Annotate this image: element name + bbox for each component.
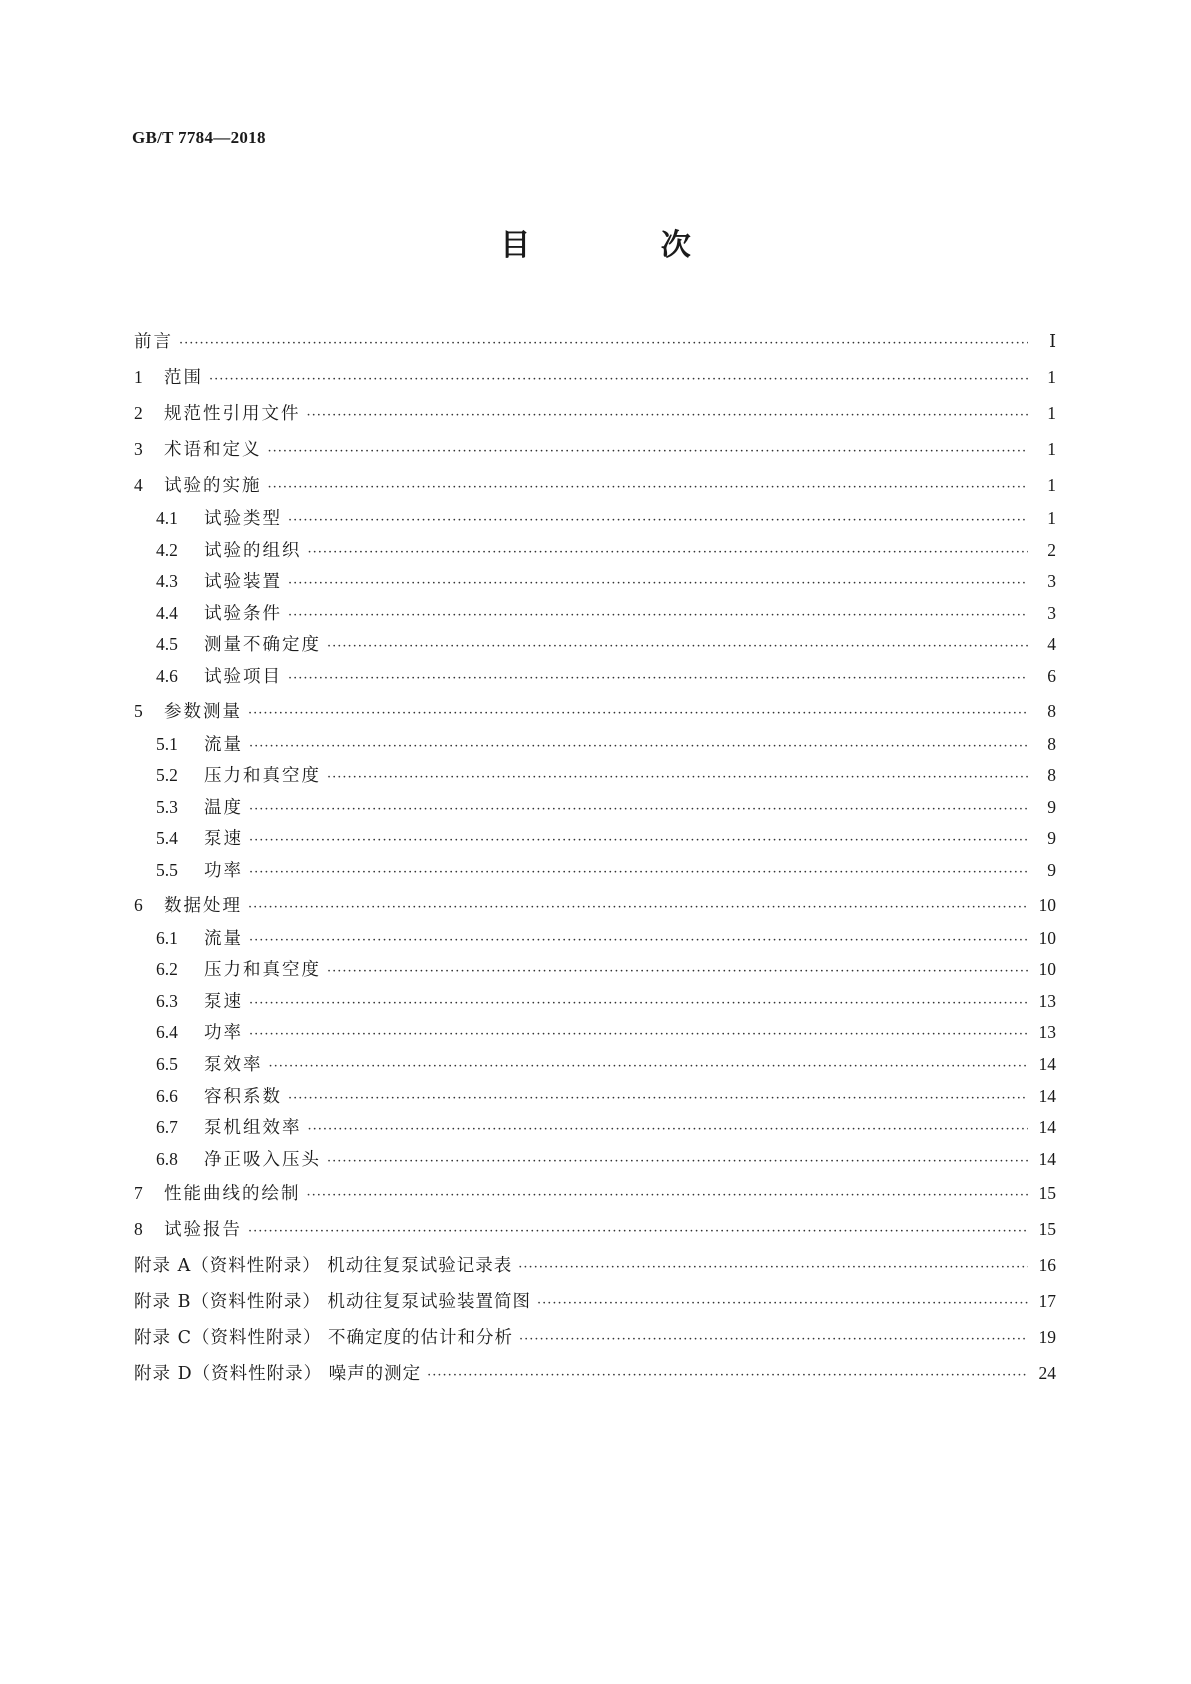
toc-entry-page: 1 <box>1047 475 1056 495</box>
toc-entry <box>134 503 1056 535</box>
toc-leader-dots <box>268 434 1029 470</box>
toc-entry <box>134 986 1056 1018</box>
toc-entry-page: 9 <box>1047 828 1056 849</box>
toc-entry <box>134 661 1056 693</box>
toc-leader-dots <box>327 631 1028 663</box>
toc-entry-page: 8 <box>1047 733 1056 754</box>
toc-entry-number: 6.8 <box>156 1148 178 1169</box>
toc-entry-number: 3 <box>134 439 143 459</box>
toc-entry-number: 8 <box>134 1219 143 1240</box>
toc-entry-page: 17 <box>1038 1291 1056 1312</box>
toc-leader-dots <box>327 762 1028 794</box>
toc-entry-title: 前言 <box>134 332 173 352</box>
toc-entry-page: 14 <box>1038 1085 1056 1106</box>
toc-entry <box>134 566 1056 598</box>
toc-leader-dots <box>249 925 1028 957</box>
toc-leader-dots <box>209 362 1028 398</box>
toc-leader-dots <box>249 1019 1028 1051</box>
toc-entry <box>134 1175 1056 1211</box>
toc-entry-title: 容积系数 <box>204 1086 282 1107</box>
toc-entry-page: 9 <box>1047 859 1056 880</box>
toc-entry-page: 4 <box>1047 634 1056 655</box>
toc-entry-number: 6.4 <box>156 1022 178 1043</box>
toc-leader-dots <box>288 1083 1028 1115</box>
toc-entry-title: 测量不确定度 <box>204 635 321 656</box>
toc-leader-dots <box>248 696 1028 732</box>
toc-leader-dots <box>179 326 1028 362</box>
toc-entry <box>134 1319 1056 1355</box>
toc-leader-dots <box>308 537 1029 569</box>
toc-entry-page: 1 <box>1047 508 1056 528</box>
toc-entry <box>134 887 1056 923</box>
toc-entry-title: 试验条件 <box>204 603 282 624</box>
toc-entry-number: 7 <box>134 1183 143 1204</box>
toc-leader-dots <box>268 470 1029 506</box>
toc-entry-title: 术语和定义 <box>164 440 262 460</box>
toc-leader-dots <box>249 731 1028 763</box>
toc-leader-dots <box>308 1114 1029 1146</box>
toc-entry-title: 流量 <box>204 928 243 949</box>
toc-entry-number: 2 <box>134 403 143 423</box>
toc-entry <box>134 1355 1056 1391</box>
toc-entry <box>134 760 1056 792</box>
toc-leader-dots <box>288 600 1028 632</box>
toc-entry-title: 流量 <box>204 734 243 755</box>
toc-entry-title: 试验报告 <box>164 1220 242 1241</box>
toc-entry <box>134 1247 1056 1283</box>
toc-entry-number: 6.1 <box>156 927 178 948</box>
toc-entry-title: 温度 <box>204 797 243 818</box>
toc-entry-title: 功率 <box>204 1023 243 1044</box>
toc-entry-title: 试验项目 <box>204 666 282 687</box>
toc-entry-page: 24 <box>1038 1363 1056 1384</box>
toc-entry <box>134 1211 1056 1247</box>
toc-entry-number: 6.3 <box>156 990 178 1011</box>
toc-entry-page: 1 <box>1047 439 1056 459</box>
toc-entry-title: 参数测量 <box>164 701 242 722</box>
toc-entry <box>134 1017 1056 1049</box>
toc-entry-title: 试验装置 <box>204 572 282 593</box>
toc-entry-title: 试验的实施 <box>164 476 262 496</box>
toc-leader-dots <box>327 1146 1028 1178</box>
toc-entry-number: 6.5 <box>156 1053 178 1074</box>
toc-entry <box>134 954 1056 986</box>
toc-entry <box>134 1081 1056 1113</box>
toc-entry-title: 附录 D（资料性附录） 噪声的测定 <box>134 1364 422 1385</box>
toc-entry <box>134 431 1056 467</box>
toc-leader-dots <box>307 1178 1029 1214</box>
toc-entry-number: 5.2 <box>156 765 178 786</box>
toc-leader-dots <box>327 956 1028 988</box>
toc-entry-page: 10 <box>1038 894 1056 915</box>
toc-entry-number: 4.4 <box>156 602 178 623</box>
toc-entry-number: 4.1 <box>156 508 178 528</box>
page-title: 目 次 <box>500 228 751 263</box>
toc-entry-title: 泵机组效率 <box>204 1118 302 1139</box>
toc-entry-number: 5.3 <box>156 796 178 817</box>
toc-entry-number: 4.5 <box>156 634 178 655</box>
toc-entry-number: 6.7 <box>156 1117 178 1138</box>
toc-entry-page: 10 <box>1038 927 1056 948</box>
toc-entry <box>134 359 1056 395</box>
toc-entry-title: 附录 C（资料性附录） 不确定度的估计和分析 <box>134 1328 514 1349</box>
toc-entry-title: 泵速 <box>204 991 243 1012</box>
toc-entry-title: 压力和真空度 <box>204 766 321 787</box>
toc-leader-dots <box>288 505 1028 537</box>
toc-entry-number: 1 <box>134 367 143 387</box>
toc-leader-dots <box>249 857 1028 889</box>
toc-entry-page: 6 <box>1047 665 1056 686</box>
toc-entry-number: 4.3 <box>156 571 178 592</box>
toc-entry <box>134 1112 1056 1144</box>
toc-entry <box>134 1283 1056 1319</box>
toc-entry-title: 试验类型 <box>204 509 282 529</box>
toc-leader-dots <box>288 663 1028 695</box>
toc-entry-number: 6.2 <box>156 959 178 980</box>
toc-entry <box>134 1144 1056 1176</box>
toc-entry <box>134 855 1056 887</box>
toc-entry <box>134 467 1056 503</box>
toc-entry-title: 泵速 <box>204 829 243 850</box>
toc-leader-dots <box>249 825 1028 857</box>
toc-entry-page: 13 <box>1038 1022 1056 1043</box>
toc-entry-page: 9 <box>1047 796 1056 817</box>
toc-entry <box>134 395 1056 431</box>
toc-leader-dots <box>519 1322 1028 1358</box>
toc-entry <box>134 693 1056 729</box>
toc-entry-number: 5.4 <box>156 828 178 849</box>
toc-entry <box>134 792 1056 824</box>
toc-entry <box>134 535 1056 567</box>
toc-leader-dots <box>248 890 1028 926</box>
toc-entry-title: 泵效率 <box>204 1054 263 1075</box>
toc-entry-number: 6 <box>134 894 143 915</box>
table-of-contents <box>134 323 1056 1391</box>
toc-entry-number: 4.2 <box>156 539 178 560</box>
toc-entry-page: 1 <box>1047 367 1056 387</box>
toc-entry <box>134 729 1056 761</box>
toc-entry-number: 4.6 <box>156 665 178 686</box>
toc-entry-page: Ⅰ <box>1049 331 1056 351</box>
toc-leader-dots <box>427 1358 1028 1394</box>
toc-entry-title: 性能曲线的绘制 <box>164 1184 301 1205</box>
toc-entry <box>134 323 1056 359</box>
toc-entry <box>134 598 1056 630</box>
toc-leader-dots <box>537 1286 1028 1322</box>
toc-leader-dots <box>248 1214 1028 1250</box>
toc-entry-number: 5 <box>134 700 143 721</box>
toc-entry-number: 5.1 <box>156 733 178 754</box>
toc-entry-page: 13 <box>1038 990 1056 1011</box>
toc-entry-page: 8 <box>1047 765 1056 786</box>
toc-leader-dots <box>249 988 1028 1020</box>
toc-entry-page: 14 <box>1038 1117 1056 1138</box>
toc-entry-page: 16 <box>1038 1255 1056 1276</box>
toc-entry-page: 3 <box>1047 602 1056 623</box>
toc-entry-page: 10 <box>1038 959 1056 980</box>
toc-entry-page: 19 <box>1038 1327 1056 1348</box>
toc-entry-title: 附录 A（资料性附录） 机动往复泵试验记录表 <box>134 1256 513 1277</box>
toc-entry-page: 1 <box>1047 403 1056 423</box>
toc-entry-number: 5.5 <box>156 859 178 880</box>
toc-entry-page: 15 <box>1038 1219 1056 1240</box>
toc-leader-dots <box>269 1051 1029 1083</box>
toc-entry-page: 8 <box>1047 700 1056 721</box>
toc-entry <box>134 923 1056 955</box>
toc-leader-dots <box>518 1250 1028 1286</box>
standard-number: GB/T 7784—2018 <box>132 128 266 147</box>
toc-entry-page: 14 <box>1038 1053 1056 1074</box>
toc-entry <box>134 823 1056 855</box>
toc-leader-dots <box>288 568 1028 600</box>
toc-entry-page: 3 <box>1047 571 1056 592</box>
toc-entry-number: 6.6 <box>156 1085 178 1106</box>
toc-entry-page: 2 <box>1047 539 1056 560</box>
toc-leader-dots <box>249 794 1028 826</box>
toc-entry-title: 范围 <box>164 368 203 388</box>
toc-entry-title: 净正吸入压头 <box>204 1149 321 1170</box>
toc-entry-title: 功率 <box>204 860 243 881</box>
toc-leader-dots <box>307 398 1029 434</box>
toc-entry-title: 试验的组织 <box>204 540 302 561</box>
toc-entry-title: 规范性引用文件 <box>164 404 301 424</box>
toc-entry-title: 附录 B（资料性附录） 机动往复泵试验装置简图 <box>134 1292 531 1313</box>
toc-entry-title: 压力和真空度 <box>204 960 321 981</box>
toc-entry-page: 15 <box>1038 1183 1056 1204</box>
toc-entry <box>134 1049 1056 1081</box>
toc-entry-number: 4 <box>134 475 143 495</box>
toc-entry-page: 14 <box>1038 1148 1056 1169</box>
toc-entry <box>134 629 1056 661</box>
toc-entry-title: 数据处理 <box>164 895 242 916</box>
